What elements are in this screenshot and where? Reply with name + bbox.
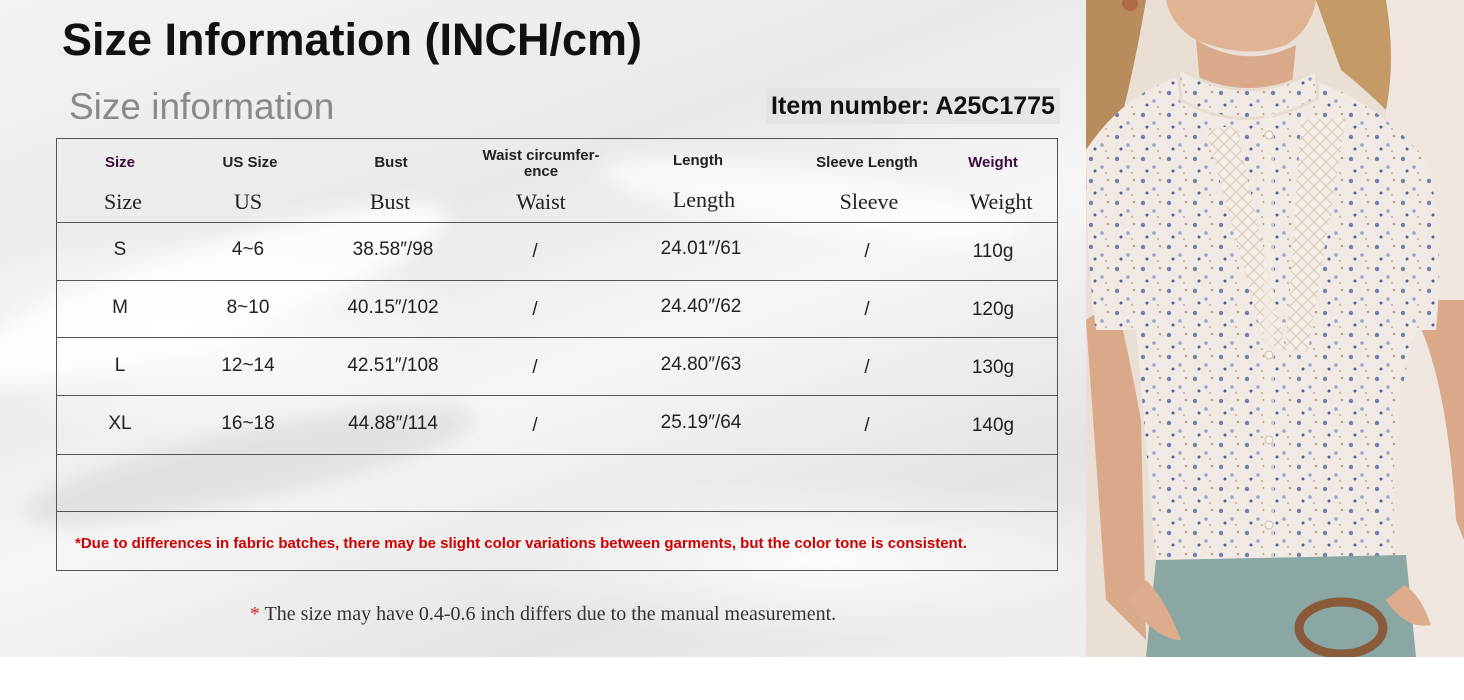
cell-sleeve: / [864, 241, 870, 262]
column-header-sleeve-length: Sleeve Length [816, 154, 918, 171]
column-header-size: Size [104, 154, 136, 171]
column-subheader-us: US [233, 189, 263, 214]
row-divider [57, 337, 1057, 338]
size-table [56, 138, 1058, 571]
column-header-waist: Waist circumfer- ence [482, 147, 600, 180]
row-divider [57, 280, 1057, 281]
cell-sleeve: / [864, 357, 870, 378]
row-divider [57, 511, 1057, 512]
cell-size: S [113, 239, 127, 260]
row-divider [57, 454, 1057, 455]
cell-us-size: 4~6 [231, 239, 265, 260]
column-subheader-waist: Waist [516, 189, 566, 214]
column-subheader-weight: Weight [969, 189, 1033, 214]
column-subheader-size: Size [104, 189, 142, 214]
disclaimer-asterisk: * [249, 603, 260, 625]
cell-length: 25.19″/64 [660, 412, 742, 433]
column-subheader-length: Length [672, 187, 736, 212]
cell-weight: 120g [971, 299, 1015, 320]
page-subtitle: Size information [69, 86, 335, 127]
cell-sleeve: / [864, 299, 870, 320]
cell-bust: 40.15″/102 [347, 297, 439, 318]
color-variation-note: *Due to differences in fabric batches, there may be slight color variations between garments, but the color tone is consistent. [75, 535, 967, 552]
cell-weight: 130g [971, 357, 1015, 378]
cell-waist: / [532, 415, 538, 436]
page-title: Size Information (INCH/cm) [62, 14, 643, 65]
cell-weight: 140g [971, 415, 1015, 436]
cell-bust: 42.51″/108 [347, 355, 439, 376]
cell-length: 24.01″/61 [660, 238, 742, 259]
product-photo [1086, 0, 1464, 657]
cell-size: M [112, 297, 128, 318]
column-header-weight: Weight [968, 154, 1018, 171]
cell-waist: / [532, 357, 538, 378]
column-subheader-bust: Bust [369, 189, 411, 214]
cell-weight: 110g [972, 241, 1014, 262]
column-header-length: Length [673, 152, 723, 169]
cell-us-size: 12~14 [221, 355, 275, 376]
cell-us-size: 8~10 [226, 297, 270, 318]
column-subheader-sleeve: Sleeve [839, 189, 899, 214]
cell-size: L [114, 355, 126, 376]
cell-sleeve: / [864, 415, 870, 436]
disclaimer-text: The size may have 0.4-0.6 inch differs due to the manual measurement. [259, 603, 837, 625]
cell-us-size: 16~18 [221, 413, 275, 434]
model-blouse-illustration [1086, 0, 1464, 657]
row-divider [57, 395, 1057, 396]
cell-bust: 44.88″/114 [348, 413, 438, 434]
item-number-badge: Item number: A25C1775 [766, 88, 1060, 124]
column-header-us-size: US Size [222, 154, 278, 171]
row-divider [57, 222, 1057, 223]
cell-waist: / [532, 241, 538, 262]
cell-length: 24.40″/62 [660, 296, 742, 317]
cell-waist: / [532, 299, 538, 320]
cell-length: 24.80″/63 [660, 354, 742, 375]
measurement-disclaimer [0, 603, 1086, 626]
cell-size: XL [108, 413, 132, 434]
column-header-bust: Bust [374, 154, 408, 171]
cell-bust: 38.58″/98 [352, 239, 434, 260]
